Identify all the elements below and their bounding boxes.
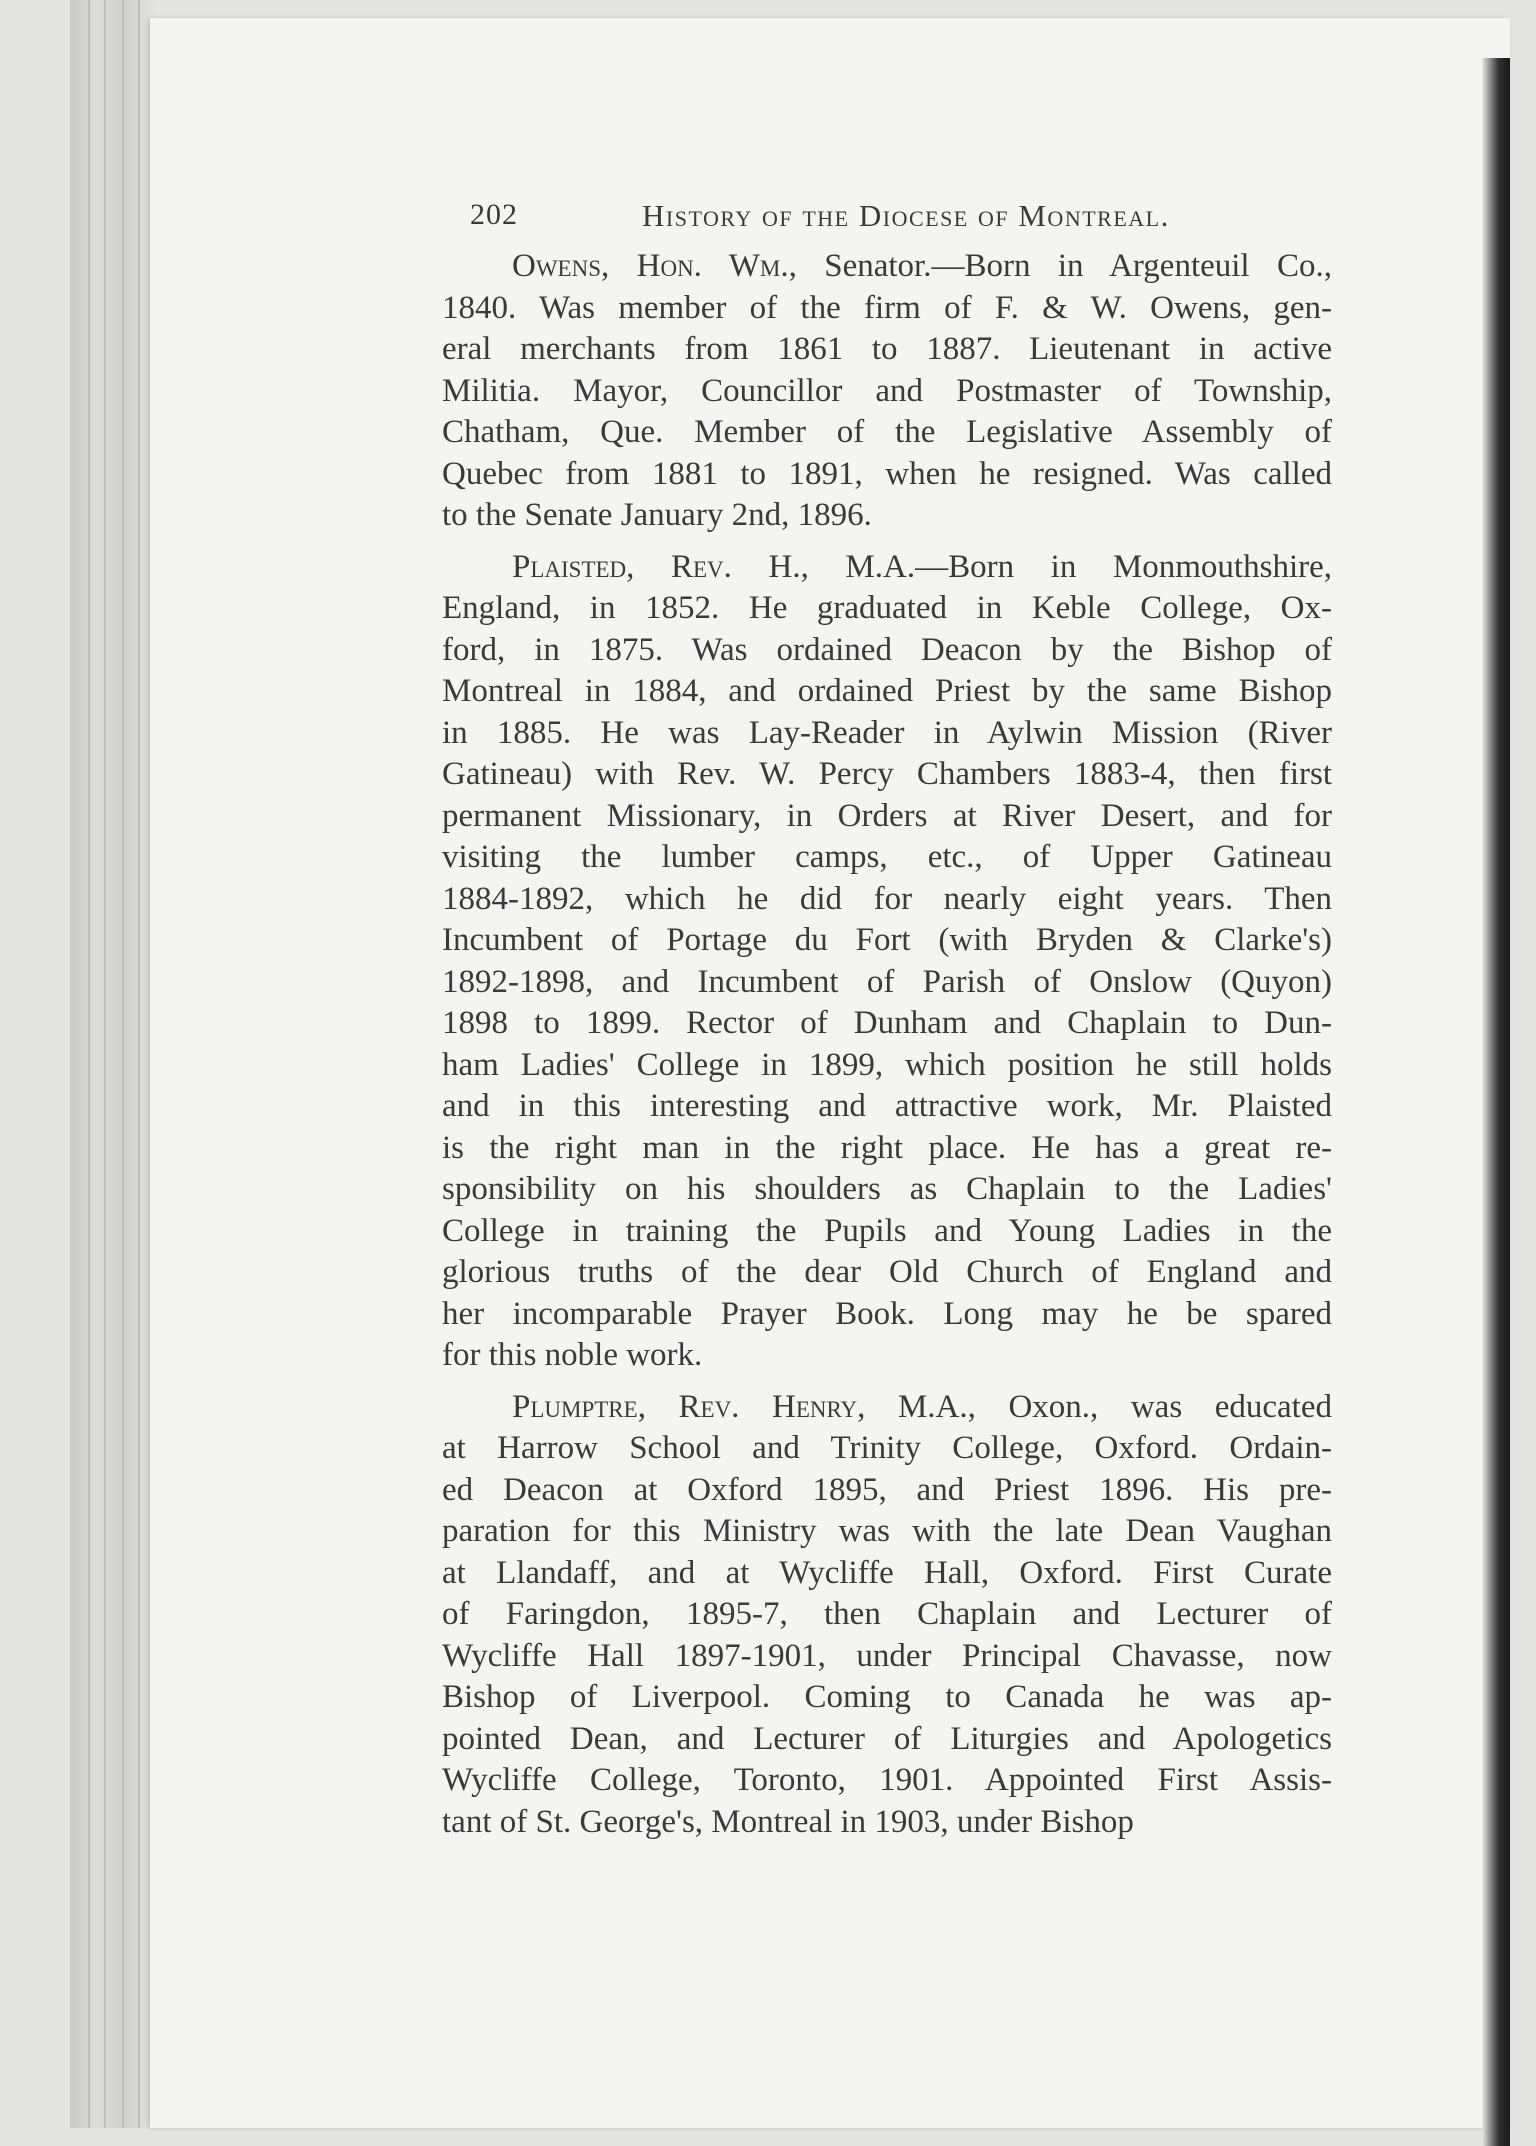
entry-text-line: to the Senate January 2nd, 1896. [442,497,872,533]
entry-text-line: pointed Dean, and Lecturer of Liturgies and Apologetics [442,1720,1332,1757]
entry-text-line: ed Deacon at Oxford 1895, and Priest 1896. His pre- [442,1471,1332,1508]
entry-text-line: ford, in 1875. Was ordained Deacon by the Bishop of [442,631,1332,668]
entry-text-line: is the right man in the right place. He has a great re- [442,1129,1332,1166]
entry-text-line: tant of St. George's, Montreal in 1903, under Bishop [442,1803,1134,1840]
facing-page-edge [1482,58,1510,2146]
entry-text-line: at Llandaff, and at Wycliffe Hall, Oxford. First Curate [442,1554,1332,1591]
entry-text-line: 1892-1898, and Incumbent of Parish of Onslow (Quyon) [442,963,1332,1000]
entry-name: Plumptre, Rev. Henry [512,1388,858,1425]
page-content [442,190,1332,1853]
entry-plaisted [442,547,1332,1377]
entry-text-line: and in this interesting and attractive work, Mr. Plaisted [442,1088,1332,1124]
entry-text-line: Montreal in 1884, and ordained Priest by the same Bishop [442,673,1332,709]
entry-text-line: of Faringdon, 1895-7, then Chaplain and Lecturer of [442,1596,1332,1632]
entry-text-line: visiting the lumber camps, etc., of Upper Gatineau [442,839,1332,875]
entry-text-line: her incomparable Prayer Book. Long may he be spared [442,1295,1332,1332]
entry-text-line: at Harrow School and Trinity College, Oxford. Ordain- [442,1430,1332,1466]
entry-heading-line: Plaisted, Rev. H., M.A.—Born in Monmouthshire, [512,548,1332,585]
entry-text-line: Gatineau) with Rev. W. Percy Chambers 1883-4, then first [442,756,1332,792]
entry-text-line: glorious truths of the dear Old Church of England and [442,1254,1332,1290]
entry-text-line: Quebec from 1881 to 1891, when he resigned. Was called [442,455,1332,492]
page-stack-line [88,0,90,2128]
entry-name: Owens, Hon. Wm. [512,248,789,284]
page-stack-line [104,0,106,2128]
entry-text-line: paration for this Ministry was with the late Dean Vaughan [442,1513,1332,1549]
entry-text-line: eral merchants from 1861 to 1887. Lieutenant in active [442,331,1332,367]
entry-owens [442,246,1332,537]
page-number: 202 [470,198,518,231]
entry-text-line: College in training the Pupils and Young Ladies in the [442,1212,1332,1249]
entry-name: Plaisted, Rev. H. [512,548,801,585]
running-head [442,190,1332,246]
entry-text-line: permanent Missionary, in Orders at River Desert, and for [442,797,1332,834]
entry-text-line: 1898 to 1899. Rector of Dunham and Chaplain to Dun- [442,1005,1332,1041]
page-stack-line [138,0,140,2128]
entry-text-line: 1840. Was member of the firm of F. & W. Owens, gen- [442,289,1332,326]
running-head-title: History of the Diocese of Montreal. [642,198,1170,233]
entry-text-line: Militia. Mayor, Councillor and Postmaster of Township, [442,372,1332,409]
entry-text-line: for this noble work. [442,1337,703,1373]
entry-text-line: Wycliffe Hall 1897-1901, under Principal Chavasse, now [442,1637,1332,1674]
page-stack-line [122,0,124,2128]
entry-text-line: Chatham, Que. Member of the Legislative Assembly of [442,414,1332,450]
entry-text-line: Wycliffe College, Toronto, 1901. Appointed First Assis- [442,1762,1332,1798]
entry-text-line: ham Ladies' College in 1899, which position he still holds [442,1046,1332,1083]
entry-heading-line: Plumptre, Rev. Henry, M.A., Oxon., was educated [512,1388,1332,1425]
entry-text-line: Incumbent of Portage du Fort (with Bryden & Clarke's) [442,922,1332,958]
entry-plumptre [442,1387,1332,1844]
entry-text-line: 1884-1892, which he did for nearly eight years. Then [442,880,1332,917]
page-stack-edge [70,0,160,2128]
entry-text-line: England, in 1852. He graduated in Keble College, Ox- [442,590,1332,626]
entry-text-line: in 1885. He was Lay-Reader in Aylwin Mission (River [442,714,1332,751]
entry-heading-line: Owens, Hon. Wm., Senator.—Born in Argenteuil Co., [512,248,1332,284]
entry-text-line: Bishop of Liverpool. Coming to Canada he was ap- [442,1679,1332,1715]
entry-text-line: sponsibility on his shoulders as Chaplain to the Ladies' [442,1171,1332,1207]
